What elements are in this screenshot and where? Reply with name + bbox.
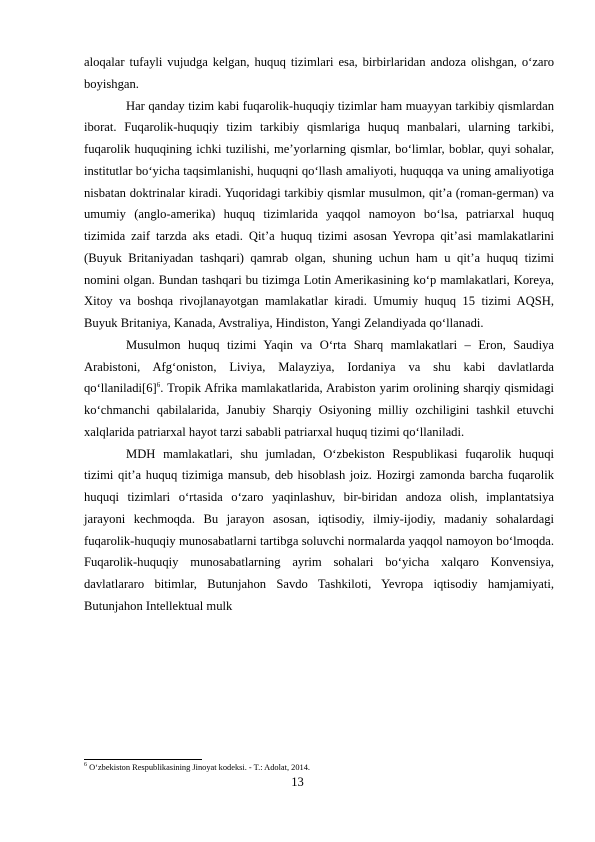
document-body (84, 52, 554, 618)
page-number: 13 (291, 775, 304, 789)
footnote-text: O‘zbekiston Respublikasining Jinoyat kodeksi. - T.: Adolat, 2014. (87, 763, 311, 772)
paragraph-muslim-law-cont: . Tropik Afrika mamlakatlarida, Arabiston yarim orolining sharqiy qismidagi ko‘chmanchi qabilalarida, Janubiy Sharqiy Osiyoning milliy ozchiligini tashkil etuvchi xalqlarida patriarxal hayot tarzi sababli patriarxal huquq tizimi qo‘llaniladi. (84, 381, 554, 439)
footnote (84, 763, 554, 773)
footnote-marker: 6 (84, 762, 87, 769)
paragraph-muslim-law (84, 335, 554, 444)
paragraph-continuation: aloqalar tufayli vujudga kelgan, huquq tizimlari esa, birbirlaridan andoza olishgan, o‘zaro boyishgan. (84, 55, 554, 91)
footnote-separator (84, 759, 202, 760)
paragraph-cis-countries: MDH mamlakatlari, shu jumladan, O‘zbekiston Respublikasi fuqarolik huquqi tizimi qit’a huquq tizimiga mansub, deb hisoblash joiz. Hozirgi zamonda barcha fuqarolik huquqi tizimlari o‘rtasida o‘zaro yaqinlashuv, bir-biridan andoza olish, implantatsiya jarayoni kechmoqda. Bu jarayon asosan, iqtisodiy, ilmiy-ijodiy, madaniy sohalardagi fuqarolik-huquqiy munosabatlarni tartibga soluvchi normalarda yaqqol namoyon bo‘lmoqda. Fuqarolik-huquqiy munosabatlarning ayrim sohalari bo‘yicha xalqaro Konvensiya, davlatlararo bitimlar, Butunjahon Savdo Tashkiloti, Yevropa iqtisodiy hamjamiyati, Butunjahon Intellektual mulk (84, 446, 554, 613)
paragraph-legal-systems: Har qanday tizim kabi fuqarolik-huquqiy tizimlar ham muayyan tarkibiy qismlardan iborat. Fuqarolik-huquqiy tizim tarkibiy qismlariga huquq manbalari, ularning tarkibi, fuqarolik huquqining ichki tuzilishi, me’yorlarning qismlar, bo‘limlar, boblar, quyi sohalar, institutlar bo‘yicha taqsimlanishi, huquqni qo‘llash amaliyoti, huquqqa va uning amaliyotiga nisbatan doktrinalar kiradi. Yuqoridagi tarkibiy qismlar musulmon, qit’a (roman-german) va umumiy (anglo-amerika) huquq tizimlarida yaqqol namoyon bo‘lsa, patriarxal huquq tizimida zaif tarzda aks etadi. Qit’a huquq tizimi asosan Yevropa qit’asi mamlakatlarini (Buyuk Britaniyadan tashqari) qamrab olgan, shuning uchun ham u qit’a huquq tizimi nomini olgan. Bundan tashqari bu tizimga Lotin Amerikasining ko‘p mamlakatlari, Koreya, Xitoy va boshqa rivojlanayotgan mamlakatlar kiradi. Umumiy huquq 15 tizimi AQSH, Buyuk Britaniya, Kanada, Avstraliya, Hindiston, Yangi Zelandiyada qo‘llanadi. (84, 98, 554, 330)
footnote-reference[interactable]: 6 (156, 381, 161, 390)
paragraph-muslim-law-text: Musulmon huquq tizimi Yaqin va O‘rta Sharq mamlakatlari – Eron, Saudiya Arabistoni, Afg‘oniston, Liviya, Malayziya, Iordaniya va shu kabi davlatlarda qo‘llaniladi[6] (84, 337, 554, 396)
